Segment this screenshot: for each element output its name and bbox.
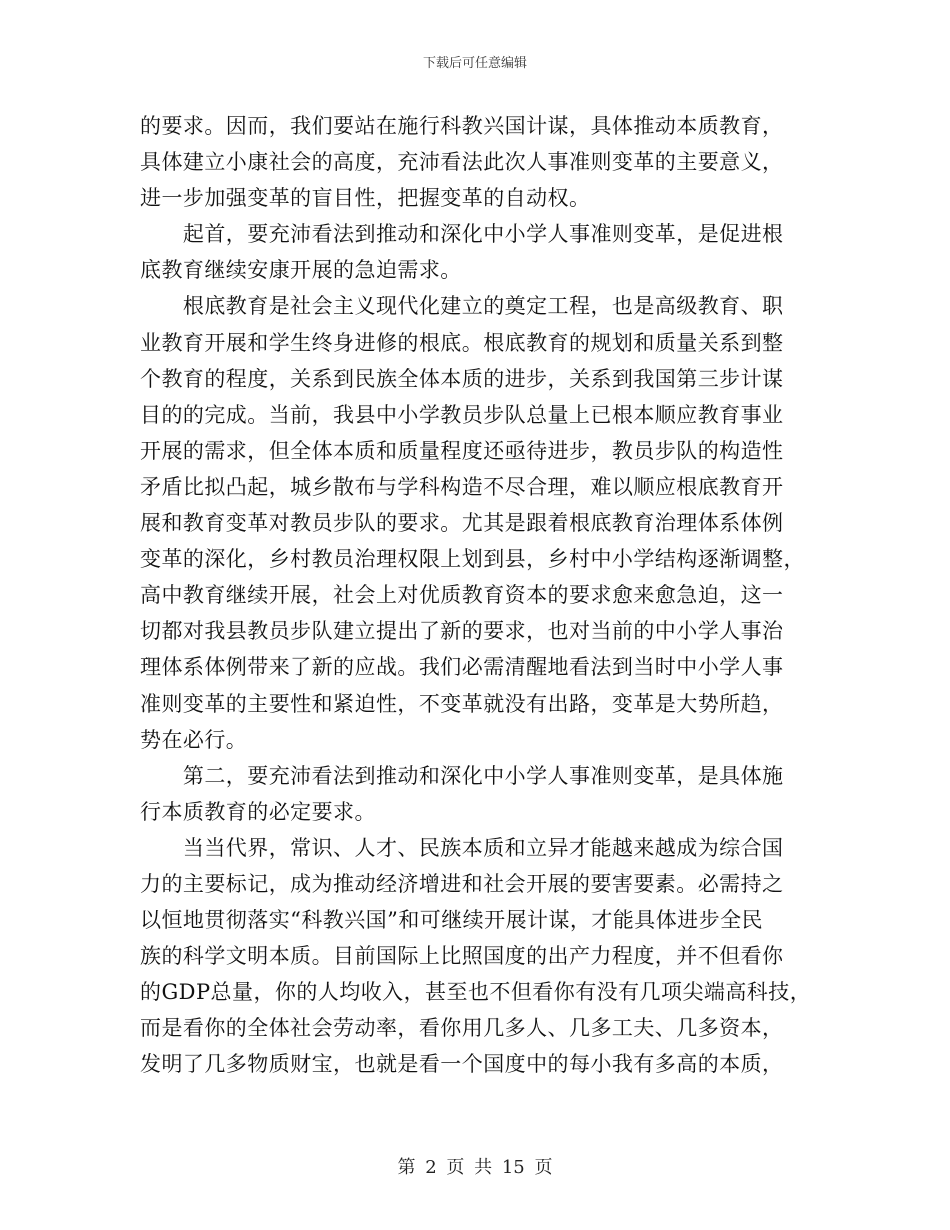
text-line: 发明了几多物质财宝，也就是看一个国度中的每小我有多高的本质， — [140, 1052, 784, 1077]
text-line: 力的主要标记，成为推动经济增进和社会开展的要害要素。必需持之 — [140, 871, 784, 896]
text-line: 准则变革的主要性和紧迫性，不变革就没有出路，变革是大势所趋， — [140, 691, 784, 716]
text-line: 的GDP总量，你的人均收入，甚至也不但看你有没有几项尖端高科技， — [140, 980, 812, 1005]
text-line: 具体建立小康社会的高度，充沛看法此次人事准则变革的主要意义， — [140, 150, 784, 175]
text-line: 个教育的程度，关系到民族全体本质的进步，关系到我国第三步计谋 — [140, 366, 784, 391]
text-line: 高中教育继续开展，社会上对优质教育资本的要求愈来愈急迫，这一 — [140, 583, 784, 608]
text-line: 展和教育变革对教员步队的要求。尤其是跟着根底教育治理体系体例 — [140, 511, 784, 536]
text-line: 而是看你的全体社会劳动率，看你用几多人、几多工夫、几多资本， — [140, 1016, 784, 1041]
text-line: 族的科学文明本质。目前国际上比照国度的出产力程度，并不但看你 — [140, 944, 784, 969]
text-line: 起首，要充沛看法到推动和深化中小学人事准则变革，是促进根 — [140, 222, 784, 247]
page-header: 下载后可任意编辑 — [422, 56, 527, 71]
text-line: 目的的完成。当前，我县中小学教员步队总量上已根本顺应教育事业 — [140, 402, 784, 427]
text-line: 变革的深化，乡村教员治理权限上划到县，乡村中小学结构逐渐调整， — [140, 547, 805, 572]
text-line: 行本质教育的必定要求。 — [140, 799, 376, 824]
text-line: 第二，要充沛看法到推动和深化中小学人事准则变革，是具体施 — [140, 763, 784, 788]
text-line: 业教育开展和学生终身进修的根底。根底教育的规划和质量关系到整 — [140, 330, 784, 355]
text-line: 的要求。因而，我们要站在施行科教兴国计谋，具体推动本质教育， — [140, 114, 784, 138]
text-line: 进一步加强变革的盲目性，把握变革的自动权。 — [140, 186, 591, 211]
text-line: 矛盾比拟凸起，城乡散布与学科构造不尽合理，难以顺应根底教育开 — [140, 474, 784, 499]
text-line: 底教育继续安康开展的急迫需求。 — [140, 258, 462, 283]
page-footer: 第 2 页 共 15 页 — [397, 1157, 553, 1178]
text-line: 开展的需求，但全体本质和质量程度还亟待进步，教员步队的构造性 — [140, 438, 784, 463]
text-line: 势在必行。 — [140, 727, 248, 752]
document-body — [140, 108, 820, 1083]
text-line: 以恒地贯彻落实“科教兴国”和可继续开展计谋，才能具体进步全民 — [140, 908, 763, 933]
text-line: 当当代界，常识、人才、民族本质和立异才能越来越成为综合国 — [140, 835, 784, 860]
text-line: 根底教育是社会主义现代化建立的奠定工程，也是高级教育、职 — [140, 294, 784, 319]
text-line: 理体系体例带来了新的应战。我们必需清醒地看法到当时中小学人事 — [140, 655, 784, 680]
text-line: 切都对我县教员步队建立提出了新的要求，也对当前的中小学人事治 — [140, 619, 784, 644]
